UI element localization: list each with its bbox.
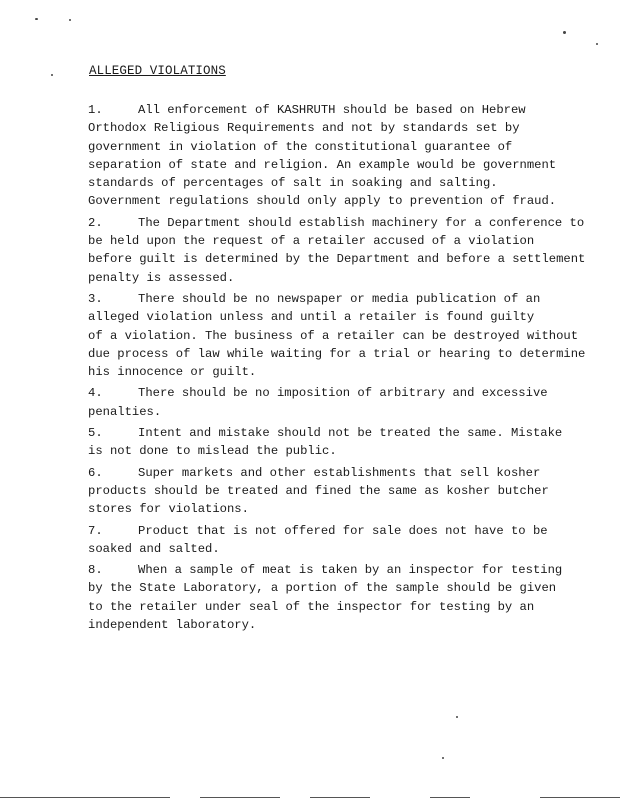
list-item: [88, 424, 596, 461]
item-text: All enforcement of KASHRUTH should be based on Hebrew Orthodox Religious Requirements and not by standards set by government in violation of the constitutional guarantee of separation of state and religion. An example would be government standards of percentages of salt in soaking and salting. Government regulations should only apply to prevention of fraud.: [88, 103, 557, 209]
scan-speck: [442, 757, 444, 759]
item-number: 2.: [88, 215, 103, 230]
list-item: [88, 522, 596, 559]
scan-edge-line: [310, 797, 370, 798]
item-number: 3.: [88, 291, 103, 306]
scan-edge-line: [200, 797, 280, 798]
item-text: There should be no imposition of arbitrary and excessive penalties.: [88, 386, 548, 419]
list-item: [88, 214, 596, 287]
scan-speck: [563, 31, 566, 34]
scan-speck: [35, 18, 38, 20]
item-text: There should be no newspaper or media publication of an alleged violation unless and until a retailer is found guilty of a violation. The business of a retailer can be destroyed without due process of law while waiting for a trial or hearing to determine his innocence or guilt.: [88, 291, 586, 380]
item-number: 8.: [88, 563, 103, 578]
scan-speck: [456, 716, 458, 718]
item-number: 6.: [88, 465, 103, 480]
item-number: 5.: [88, 426, 103, 441]
scan-speck: [596, 43, 598, 45]
list-item: [88, 384, 596, 421]
item-number: 4.: [88, 386, 103, 401]
section-heading: ALLEGED VIOLATIONS: [89, 64, 226, 78]
item-number: 1.: [88, 103, 103, 117]
item-text: When a sample of meat is taken by an inspector for testing by the State Laboratory, a portion of the sample should be given to the retailer under seal of the inspector for testing by an independent laboratory.: [88, 563, 563, 633]
scan-edge-line: [540, 797, 620, 798]
item-text: Intent and mistake should not be treated the same. Mistake is not done to mislead the public.: [88, 426, 563, 459]
violations-list: [88, 101, 596, 637]
list-item: [88, 464, 596, 519]
item-text: Super markets and other establishments that sell kosher products should be treated and fined the same as kosher butcher stores for violations.: [88, 465, 549, 517]
item-number: 7.: [88, 523, 103, 538]
scan-edge-line: [0, 797, 170, 798]
list-item: [88, 101, 596, 211]
scan-speck: [69, 19, 71, 21]
item-text: Product that is not offered for sale does not have to be soaked and salted.: [88, 523, 548, 556]
list-item: [88, 290, 596, 381]
list-item: [88, 561, 596, 634]
item-text: The Department should establish machinery for a conference to be held upon the request of a retailer accused of a violation before guilt is determined by the Department and before a settlement penalty is assessed.: [88, 215, 586, 285]
scan-edge-line: [430, 797, 470, 798]
scan-speck: [51, 74, 53, 76]
